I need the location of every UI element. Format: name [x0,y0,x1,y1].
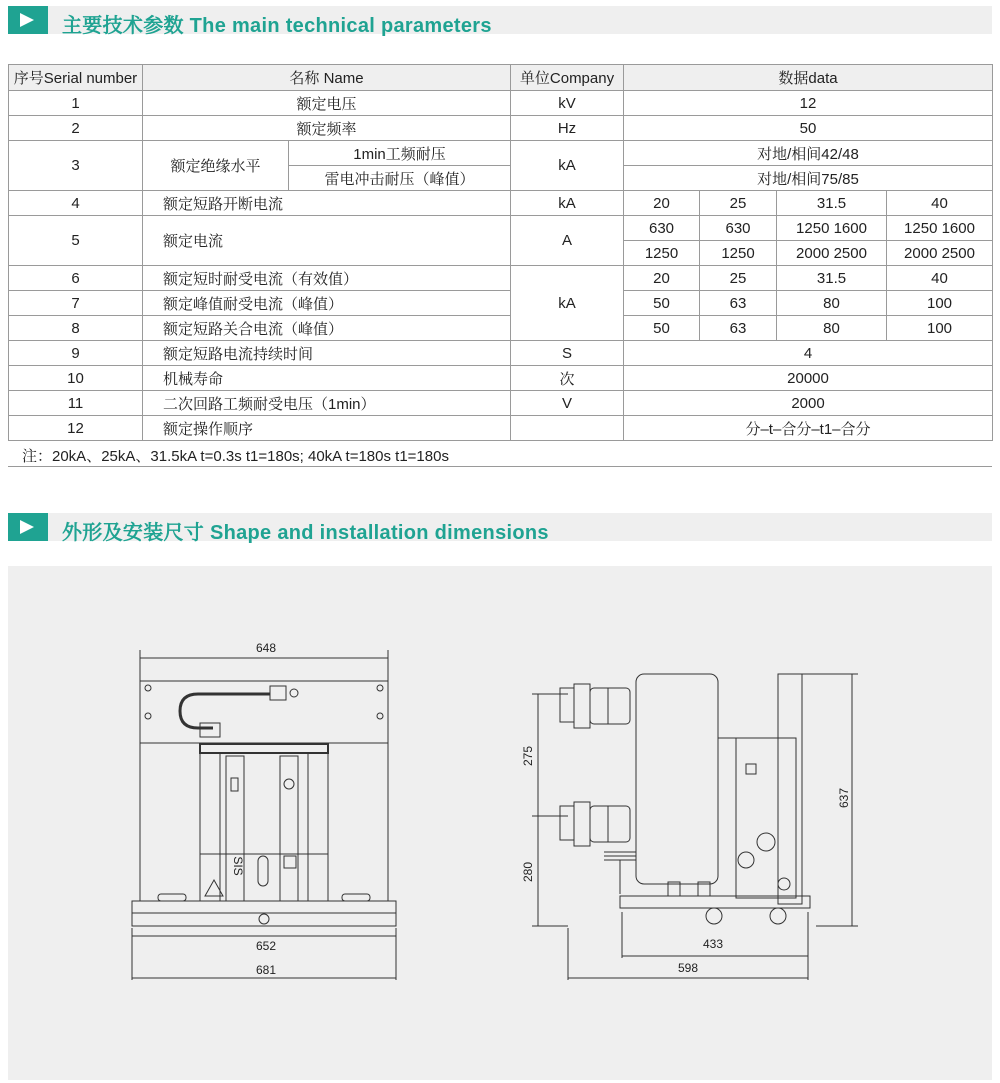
table-row [9,316,993,341]
dim-wheel-base: 433 [702,937,724,951]
table-row [9,141,993,166]
row-unit: kV [511,91,624,116]
row-value: 1250 [624,241,700,266]
tech-params-title: 主要技术参数 The main technical parameters [62,15,492,37]
dim-inner-width: 652 [255,939,277,953]
table-row [9,391,993,416]
row-no: 12 [9,416,143,441]
row-value: 20 [624,266,700,291]
dim-overall-width: 681 [255,963,277,977]
row-value: 31.5 [777,191,887,216]
row-value: 100 [887,291,993,316]
row-data: 分–t–合分–t1–合分 [624,416,993,441]
table-row [9,291,993,316]
row-value: 630 [700,216,777,241]
row-value: 40 [887,266,993,291]
row-value: 2000 2500 [777,241,887,266]
row-unit: kA [511,266,624,341]
table-row [9,266,993,291]
row-no: 5 [9,216,143,266]
table-row [9,341,993,366]
row-unit: S [511,341,624,366]
row-name: 额定绝缘水平 [143,141,289,191]
row-name: 额定短路开断电流 [143,191,511,216]
header-serial: 序号Serial number [9,65,143,91]
play-arrow-icon [20,520,36,534]
row-no: 2 [9,116,143,141]
params-table [8,64,993,441]
table-note: 注：20kA、25kA、31.5kA t=0.3s t1=180s; 40kA t=180s t1=180s [22,448,449,465]
dimension-drawings [8,566,992,1080]
row-value: 31.5 [777,266,887,291]
row-unit: kA [511,191,624,216]
side-view [532,674,858,980]
row-data: 12 [624,91,993,116]
row-no: 9 [9,341,143,366]
row-name: 二次回路工频耐受电压（1min） [143,391,511,416]
row-name: 额定短时耐受电流（有效值） [143,266,511,291]
section-marker [8,6,48,34]
row-data: 4 [624,341,993,366]
row-no: 8 [9,316,143,341]
row-value: 63 [700,291,777,316]
table-header-row [9,65,993,91]
table-row [9,91,993,116]
header-data: 数据data [624,65,993,91]
row-data: 对地/相间42/48 [624,141,993,166]
row-name: 额定峰值耐受电流（峰值） [143,291,511,316]
row-name: 额定电流 [143,216,511,266]
row-unit: A [511,216,624,266]
table-row [9,116,993,141]
row-data: 2000 [624,391,993,416]
row-no: 7 [9,291,143,316]
panel-label: SIS [231,856,245,876]
row-value: 630 [624,216,700,241]
table-row [9,191,993,216]
row-subname: 1min工频耐压 [289,141,511,166]
tech-params-header [8,6,992,37]
row-unit [511,416,624,441]
row-value: 40 [887,191,993,216]
row-value: 100 [887,316,993,341]
play-arrow-icon [20,13,36,27]
dim-top-width: 648 [255,641,277,655]
row-name: 额定电压 [143,91,511,116]
header-name: 名称 Name [143,65,511,91]
dim-lower-height: 280 [521,861,535,883]
table-row [9,416,993,441]
section-marker [8,513,48,541]
row-no: 10 [9,366,143,391]
row-value: 80 [777,316,887,341]
row-name: 额定短路关合电流（峰值） [143,316,511,341]
row-no: 6 [9,266,143,291]
dim-overall-depth: 598 [677,961,699,975]
row-unit: kA [511,141,624,191]
row-value: 50 [624,291,700,316]
row-value: 2000 2500 [887,241,993,266]
row-no: 3 [9,141,143,191]
shape-dims-header [8,513,992,544]
row-unit: 次 [511,366,624,391]
shape-dims-title: 外形及安装尺寸 Shape and installation dimensions [62,522,549,544]
row-value: 1250 1600 [777,216,887,241]
row-unit: Hz [511,116,624,141]
row-name: 机械寿命 [143,366,511,391]
table-row [9,366,993,391]
row-value: 80 [777,291,887,316]
row-unit: V [511,391,624,416]
note-divider [8,466,992,467]
row-value: 1250 1600 [887,216,993,241]
row-subname: 雷电冲击耐压（峰值） [289,166,511,191]
row-value: 20 [624,191,700,216]
row-value: 63 [700,316,777,341]
row-no: 11 [9,391,143,416]
dim-total-height: 637 [837,787,851,809]
row-name: 额定频率 [143,116,511,141]
header-unit: 单位Company [511,65,624,91]
dim-upper-height: 275 [521,745,535,767]
row-name: 额定操作顺序 [143,416,511,441]
row-value: 25 [700,266,777,291]
drawing-area [8,566,992,1080]
front-view [132,650,396,980]
table-row [9,216,993,241]
row-data: 20000 [624,366,993,391]
row-data: 对地/相间75/85 [624,166,993,191]
row-no: 1 [9,91,143,116]
row-name: 额定短路电流持续时间 [143,341,511,366]
row-value: 25 [700,191,777,216]
row-no: 4 [9,191,143,216]
row-value: 50 [624,316,700,341]
row-data: 50 [624,116,993,141]
row-value: 1250 [700,241,777,266]
